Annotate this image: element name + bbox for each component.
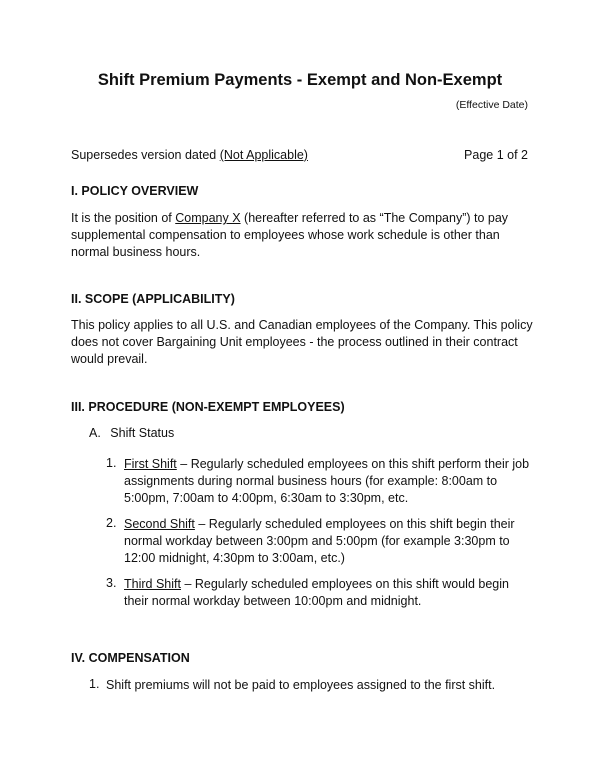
- shift-description: – Regularly scheduled employees on this shift would begin their normal workday between 10:00pm and midnight.: [124, 577, 509, 608]
- supersedes-line: [71, 147, 308, 164]
- sub-marker: A.: [89, 426, 101, 440]
- list-item: Shift premiums will not be paid to employees assigned to the first shift.: [106, 678, 496, 692]
- scope-text: This policy applies to all U.S. and Canadian employees of the Company. This policy does not cover Bargaining Unit employees - the process outlined in their contract would prevail.: [71, 318, 533, 366]
- shift-term: Second Shift: [124, 517, 195, 531]
- shift-description: – Regularly scheduled employees on this shift perform their job assignments during normal business hours (for example: 8:00am to 5:00pm, 7:00am to 4:00pm, 6:30am to 3:30pm, etc.: [124, 457, 530, 505]
- supersedes-value: (Not Applicable): [219, 148, 308, 162]
- list-item: [124, 516, 536, 567]
- policy-overview-text: [71, 210, 536, 261]
- policy-text-before: It is the position of: [71, 211, 172, 225]
- policy-text-after: (hereafter referred to as “The Company”) to pay supplemental compensation to employees whose work schedule is other than normal business hours.: [71, 211, 509, 259]
- section-heading-procedure: III. PROCEDURE (NON-EXEMPT EMPLOYEES): [71, 400, 345, 414]
- section-heading-compensation: IV. COMPENSATION: [71, 651, 190, 665]
- list-item-number: 3.: [106, 576, 117, 590]
- company-name: Company X: [175, 211, 241, 225]
- list-item-number: 1.: [89, 677, 100, 691]
- shift-term: First Shift: [124, 457, 177, 471]
- list-item: [124, 456, 536, 507]
- effective-date: (Effective Date): [455, 99, 528, 111]
- sub-label: Shift Status: [110, 426, 175, 440]
- shift-description: – Regularly scheduled employees on this shift begin their normal workday between 3:00pm and 5:00pm (for example 3:30pm to 12:00 midnight, 4:30pm to 3:00am, etc.): [124, 517, 515, 565]
- list-item-number: 1.: [106, 456, 117, 470]
- page-indicator: Page 1 of 2: [464, 148, 528, 162]
- list-item-number: 2.: [106, 516, 117, 530]
- list-item: [124, 576, 536, 610]
- shift-term: Third Shift: [124, 577, 181, 591]
- section-heading-scope: II. SCOPE (APPLICABILITY): [71, 292, 235, 306]
- document-title: Shift Premium Payments - Exempt and Non-Exempt: [97, 71, 503, 89]
- shift-status-subheading: [89, 425, 174, 442]
- section-heading-policy-overview: I. POLICY OVERVIEW: [71, 184, 199, 198]
- supersedes-label: Supersedes version dated: [71, 148, 217, 162]
